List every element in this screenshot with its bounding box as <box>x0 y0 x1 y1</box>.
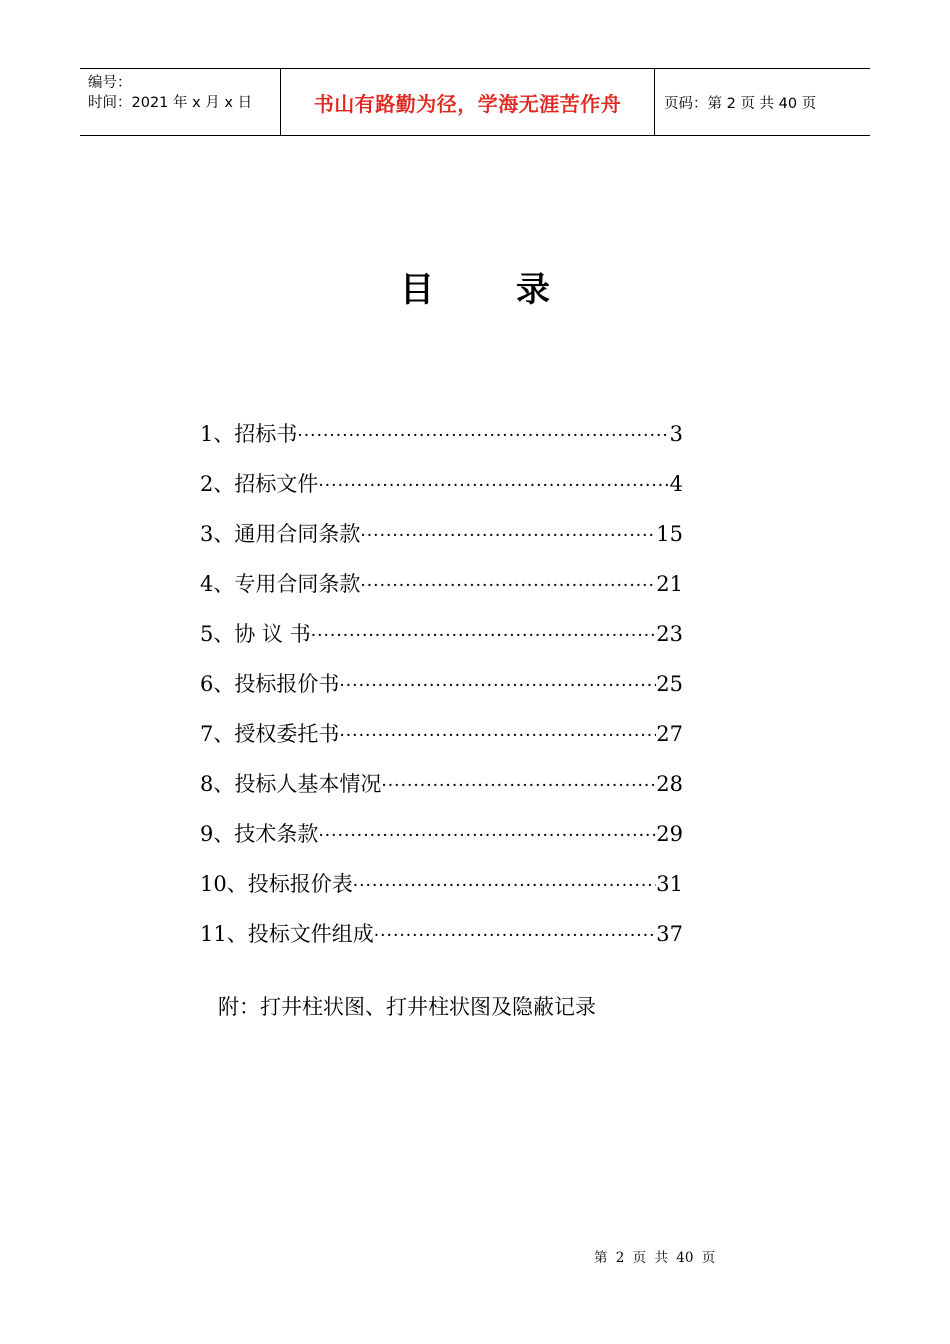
toc-entry-page: 23 <box>656 622 683 646</box>
toc-entry-label: 11、投标文件组成 <box>200 922 374 946</box>
toc-leader-dots <box>318 826 656 846</box>
toc-entry[interactable] <box>200 868 683 918</box>
toc-leader-dots <box>360 526 656 546</box>
toc-leader-dots <box>318 476 669 496</box>
toc-entry[interactable] <box>200 568 683 618</box>
toc-entry-label: 7、授权委托书 <box>200 722 340 746</box>
toc-entry[interactable] <box>200 468 683 518</box>
page-footer: 第 2 页 共 40 页 <box>594 1250 716 1266</box>
toc-entry-label: 2、招标文件 <box>200 472 319 496</box>
toc-leader-dots <box>297 426 669 446</box>
toc-entry-label: 6、投标报价书 <box>200 672 340 696</box>
table-of-contents <box>200 418 683 968</box>
title-char-2: 录 <box>516 270 550 310</box>
toc-entry[interactable] <box>200 818 683 868</box>
toc-entry-label: 8、投标人基本情况 <box>200 772 382 796</box>
toc-entry[interactable] <box>200 618 683 668</box>
toc-entry-label: 1、招标书 <box>200 422 298 446</box>
header-meta <box>80 69 281 135</box>
toc-leader-dots <box>374 926 657 946</box>
toc-entry-label: 9、技术条款 <box>200 822 319 846</box>
toc-entry-label: 4、专用合同条款 <box>200 572 361 596</box>
toc-entry[interactable] <box>200 768 683 818</box>
toc-entry-page: 15 <box>656 522 683 546</box>
toc-entry-page: 25 <box>656 672 683 696</box>
appendix-note: 附：打井柱状图、打井柱状图及隐蔽记录 <box>218 995 596 1019</box>
toc-entry[interactable] <box>200 518 683 568</box>
toc-entry-page: 21 <box>656 572 683 596</box>
toc-leader-dots <box>339 676 656 696</box>
toc-entry[interactable] <box>200 918 683 968</box>
toc-entry-page: 37 <box>656 922 683 946</box>
page-title <box>0 262 950 311</box>
title-char-1: 目 <box>400 270 434 310</box>
toc-entry[interactable] <box>200 668 683 718</box>
toc-entry-page: 4 <box>669 472 683 496</box>
header-motto: 书山有路勤为径，学海无涯苦作舟 <box>281 69 655 135</box>
document-date: 时间：2021 年 x 月 x 日 <box>88 95 253 111</box>
toc-entry[interactable] <box>200 418 683 468</box>
toc-entry-page: 27 <box>656 722 683 746</box>
page-header <box>80 68 870 136</box>
header-page-info: 页码：第 2 页 共 40 页 <box>664 95 817 112</box>
toc-entry-page: 3 <box>669 422 683 446</box>
toc-entry[interactable] <box>200 718 683 768</box>
toc-leader-dots <box>353 876 657 896</box>
toc-entry-page: 31 <box>656 872 683 896</box>
toc-leader-dots <box>339 726 656 746</box>
toc-entry-page: 29 <box>656 822 683 846</box>
toc-entry-label: 3、通用合同条款 <box>200 522 361 546</box>
toc-entry-label: 5、协 议 书 <box>200 622 311 646</box>
toc-leader-dots <box>311 626 657 646</box>
toc-leader-dots <box>360 576 656 596</box>
toc-leader-dots <box>381 776 656 796</box>
toc-entry-label: 10、投标报价表 <box>200 872 353 896</box>
document-number-label: 编号： <box>88 75 132 91</box>
toc-entry-page: 28 <box>656 772 683 796</box>
